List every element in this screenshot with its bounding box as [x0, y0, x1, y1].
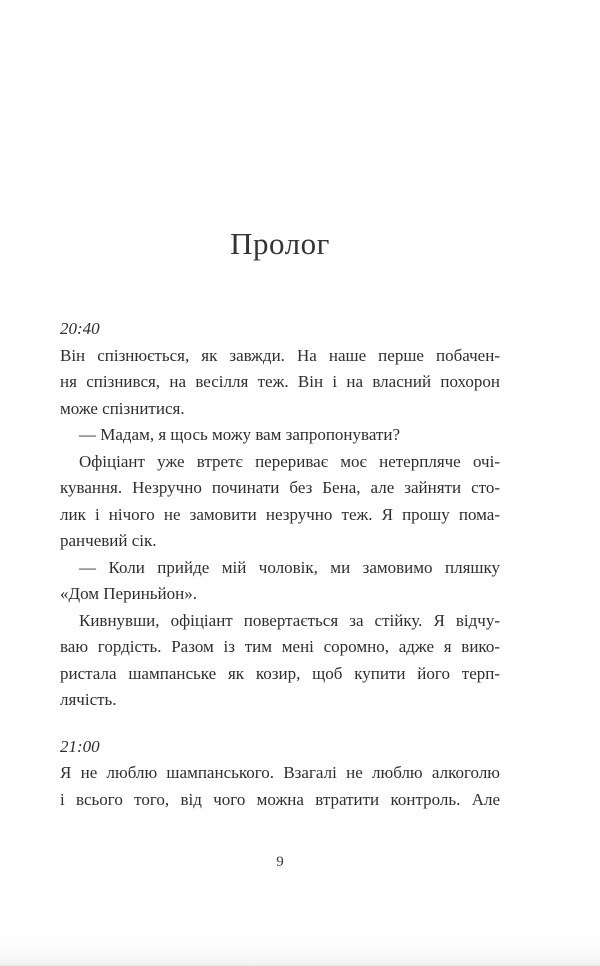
text-line: ня спізнився, на весілля теж. Він і на власний похорон	[60, 372, 500, 391]
time-label: 21:00	[60, 736, 100, 756]
time-section	[60, 316, 500, 714]
text-line: ранчевий сік.	[60, 531, 157, 550]
paragraph	[60, 422, 500, 449]
text-line: і всього того, від чого можна втратити контроль. Але	[60, 789, 500, 809]
page-number: 9	[276, 854, 284, 870]
text-line: — Мадам, я щось можу вам запропонувати?	[79, 425, 400, 444]
text-line: «Дом Периньйон».	[60, 584, 197, 603]
text-line: ристала шампанське як козир, щоб купити його терп-	[60, 663, 500, 683]
chapter-title: Пролог	[230, 226, 330, 261]
text-line: Кивнувши, офіціант повертається за стійку. Я відчу-	[79, 610, 500, 630]
time-section	[60, 734, 500, 814]
text-line: Я не люблю шампанського. Взагалі не люблю алкоголю	[60, 763, 500, 782]
paragraph	[60, 343, 500, 423]
sections-container	[60, 316, 500, 813]
paragraph	[60, 449, 500, 555]
page-edge-shadow	[0, 928, 600, 966]
text-line: лик і нічого не замовити незручно теж. Я прошу пома-	[60, 504, 500, 524]
text-line: ваю гордість. Разом із тим мені соромно, адже я вико-	[60, 637, 500, 656]
paragraph	[60, 608, 500, 714]
text-column	[60, 316, 500, 813]
text-line: Офіціант уже втретє перериває моє нетерпляче очі-	[79, 451, 500, 471]
time-label: 20:40	[60, 319, 100, 338]
text-line: — Коли прийде мій чоловік, ми замовимо пляшку	[79, 557, 500, 577]
text-line: Він спізнюється, як завжди. На наше перше побачен-	[60, 345, 500, 365]
text-line: може спізнитися.	[60, 398, 185, 418]
paragraph	[60, 555, 500, 608]
text-line: кування. Незручно починати без Бена, але зайняти сто-	[60, 478, 500, 497]
paragraph	[60, 760, 500, 813]
text-line: лячість.	[60, 690, 117, 709]
